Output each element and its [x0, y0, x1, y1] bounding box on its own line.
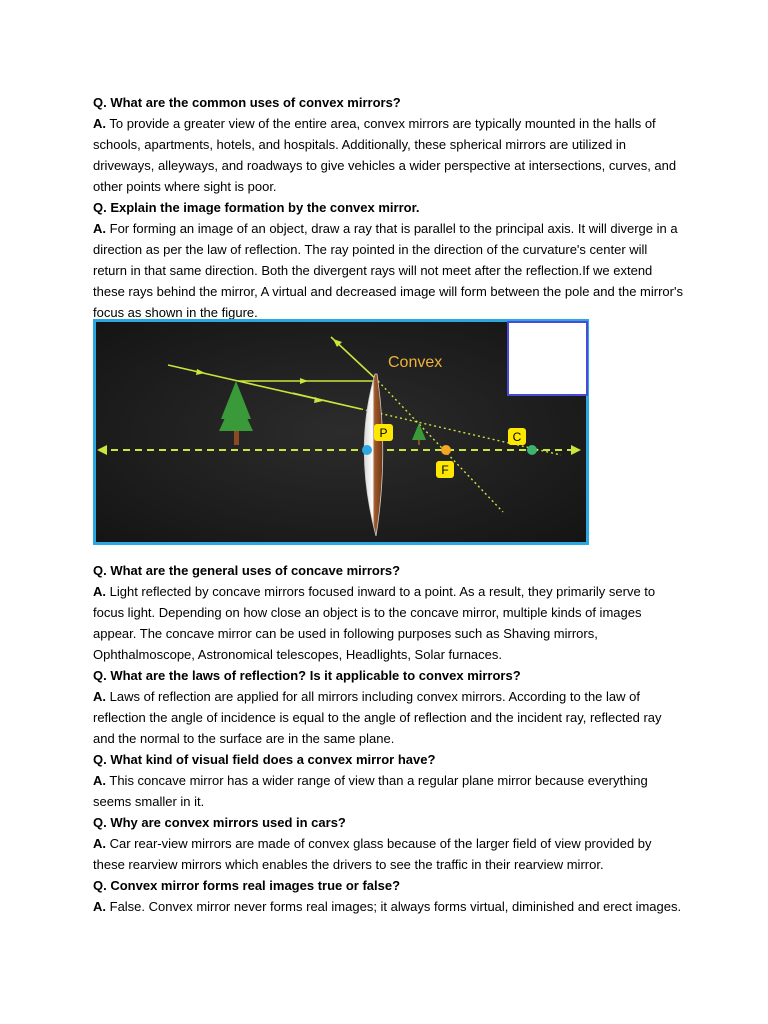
- answer-text: To provide a greater view of the entire area, convex mirrors are typically mounted in the halls of schools, apartments, hotels, and hospitals. Additionally, these spherical mirrors are utilized in driveways, alleyways, and roadways to give vehicles a wider perspective at intersections, curves, and other points where sight is poor.: [93, 116, 677, 194]
- center-of-curvature-point: [527, 445, 537, 455]
- answer-paragraph: [93, 896, 683, 917]
- answer-prefix: A.: [93, 899, 106, 914]
- faq-section-bottom: [93, 560, 683, 917]
- answer-text: This concave mirror has a wider range of view than a regular plane mirror because everything seems smaller in it.: [93, 773, 648, 809]
- question-heading: Q. What are the general uses of concave mirrors?: [93, 563, 401, 578]
- focus-point: [441, 445, 451, 455]
- question-heading: Q. What are the common uses of convex mirrors?: [93, 95, 401, 110]
- answer-prefix: A.: [93, 689, 106, 704]
- question-heading: Q. What kind of visual field does a convex mirror have?: [93, 752, 436, 767]
- answer-text: Car rear-view mirrors are made of convex glass because of the larger field of view provided by these rearview mirrors which enables the drivers to see the traffic in their rearview mirror.: [93, 836, 652, 872]
- question-heading: Q. What are the laws of reflection? Is it applicable to convex mirrors?: [93, 668, 521, 683]
- answer-prefix: A.: [93, 221, 106, 236]
- question-heading: Q. Convex mirror forms real images true or false?: [93, 878, 401, 893]
- answer-text: For forming an image of an object, draw a ray that is parallel to the principal axis. It will diverge in a direction as per the law of reflection. The ray pointed in the direction of the curvature's center will return in that same direction. Both the divergent rays will not meet after the reflection.If we extend these rays behind the mirror, A virtual and decreased image will form between the pole and the mirror's focus as shown in the figure.: [93, 221, 683, 320]
- convex-mirror-diagram: [93, 319, 589, 545]
- answer-paragraph: [93, 770, 683, 812]
- answer-paragraph: [93, 218, 683, 323]
- pole-label: P: [379, 426, 388, 440]
- answer-text: Laws of reflection are applied for all mirrors including convex mirrors. According to the law of reflection the angle of incidence is equal to the angle of reflection and the incident ray, reflected ray and the normal to the surface are in the same plane.: [93, 689, 662, 746]
- diagram-title: Convex: [388, 354, 443, 371]
- answer-paragraph: [93, 581, 683, 665]
- convex-mirror-figure: [93, 319, 589, 545]
- pole-point: [362, 445, 372, 455]
- answer-prefix: A.: [93, 773, 106, 788]
- answer-prefix: A.: [93, 116, 106, 131]
- answer-text: Light reflected by concave mirrors focused inward to a point. As a result, they primarily serve to focus light. Depending on how close an object is to the concave mirror, multiple kinds of images appear. The concave mirror can be used in following purposes such as Shaving mirrors, Ophthalmoscope, Astronomical telescopes, Headlights, Solar furnaces.: [93, 584, 656, 662]
- center-label: C: [512, 430, 522, 444]
- answer-paragraph: [93, 833, 683, 875]
- faq-section-top: [93, 92, 683, 323]
- answer-prefix: A.: [93, 584, 106, 599]
- question-heading: Q. Why are convex mirrors used in cars?: [93, 815, 346, 830]
- focus-label: F: [441, 463, 449, 477]
- answer-prefix: A.: [93, 836, 106, 851]
- answer-paragraph: [93, 113, 683, 197]
- question-heading: Q. Explain the image formation by the convex mirror.: [93, 200, 420, 215]
- blank-box: [508, 322, 587, 395]
- answer-paragraph: [93, 686, 683, 749]
- answer-text: False. Convex mirror never forms real images; it always forms virtual, diminished and erect images.: [109, 899, 682, 914]
